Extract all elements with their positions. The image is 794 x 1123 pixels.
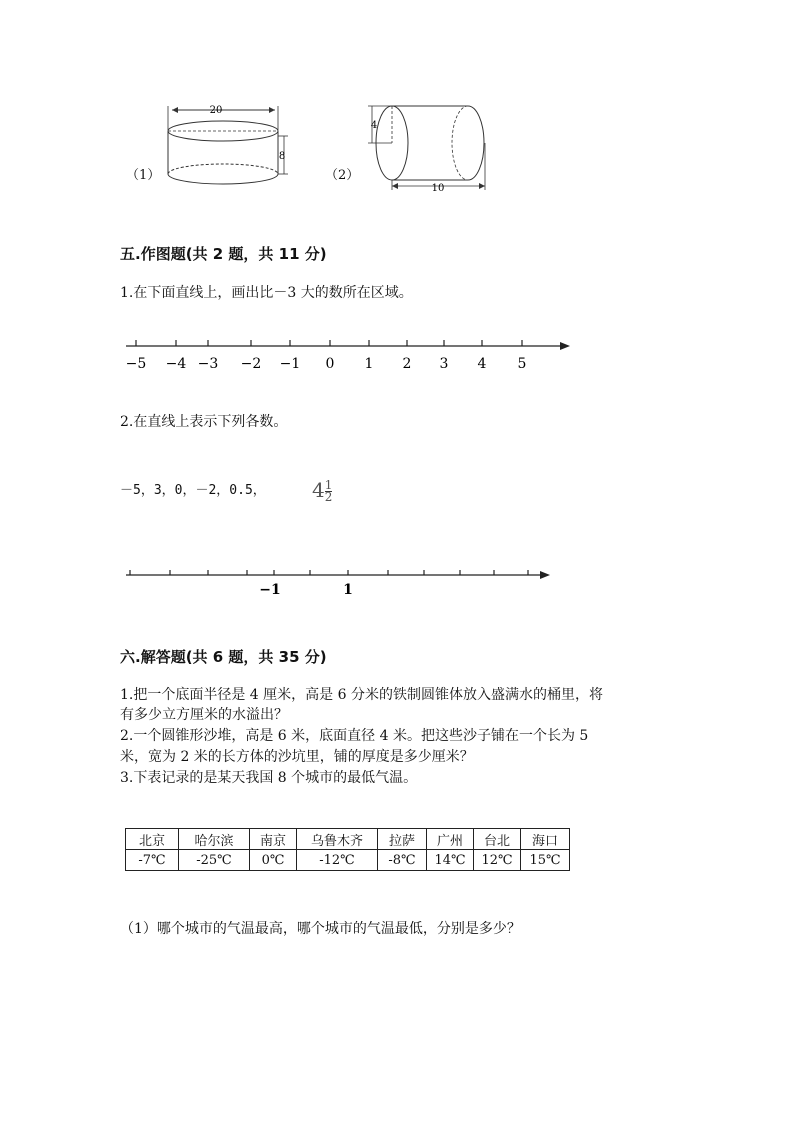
- tick-label: 4: [477, 356, 487, 372]
- number-line-1: [118, 334, 578, 374]
- table-cell: -12℃: [297, 850, 378, 871]
- tick-label: 3: [439, 356, 449, 372]
- figure-1-label: （1）: [126, 168, 161, 183]
- question-6-1-line-1: 1.把一个底面半径是 4 厘米，高是 6 分米的铁制圆锥体放入盛满水的桶里，将: [120, 687, 603, 703]
- table-cell: 12℃: [474, 850, 521, 871]
- table-cell: 广州: [427, 829, 474, 850]
- table-cell: -8℃: [378, 850, 427, 871]
- tick-label: −5: [125, 356, 147, 372]
- table-cell: -7℃: [126, 850, 179, 871]
- tick-label: −1: [259, 582, 281, 598]
- table-cell: 0℃: [250, 850, 297, 871]
- mixed-number-numerator: 1: [324, 478, 333, 492]
- question-6-2-line-2: 米，宽为 2 米的长方体的沙坑里，铺的厚度是多少厘米？: [120, 749, 474, 765]
- section-5-title: 五.作图题(共 2 题，共 11 分): [120, 245, 327, 263]
- fig2-length-label: 10: [431, 183, 445, 194]
- mixed-number-denominator: 2: [324, 490, 333, 504]
- table-row-temps: [126, 850, 570, 871]
- table-cell: 哈尔滨: [179, 829, 250, 850]
- fig1-height-label: 8: [278, 151, 286, 162]
- table-cell: 14℃: [427, 850, 474, 871]
- tick-label: −1: [279, 356, 301, 372]
- tick-label: −4: [165, 356, 187, 372]
- sub-question-1: （1）哪个城市的气温最高，哪个城市的气温最低，分别是多少？: [120, 921, 521, 937]
- question-6-1-line-2: 有多少立方厘米的水溢出？: [120, 707, 288, 723]
- temperature-table: [125, 828, 570, 871]
- fig1-width-label: 20: [209, 105, 223, 116]
- table-cell: 台北: [474, 829, 521, 850]
- table-cell: 海口: [521, 829, 570, 850]
- fig2-radius-label: 4: [370, 120, 378, 131]
- table-row-cities: [126, 829, 570, 850]
- question-6-3: 3.下表记录的是某天我国 8 个城市的最低气温。: [120, 770, 418, 786]
- arrow-right-icon: [560, 342, 570, 350]
- tick-label: 5: [517, 356, 527, 372]
- table-cell: -25℃: [179, 850, 250, 871]
- question-6-2-line-1: 2.一个圆锥形沙堆，高是 6 米，底面直径 4 米。把这些沙子铺在一个长为 5: [120, 728, 589, 744]
- table-cell: 北京: [126, 829, 179, 850]
- mixed-number: [312, 478, 332, 503]
- question-5-2: 2.在直线上表示下列各数。: [120, 414, 288, 430]
- numbers-to-plot: －5，3，0，－2，0.5，: [120, 483, 266, 498]
- table-cell: 南京: [250, 829, 297, 850]
- section-6-title: 六.解答题(共 6 题，共 35 分): [120, 648, 327, 666]
- table-cell: 拉萨: [378, 829, 427, 850]
- cylinder-figure-1: [160, 98, 300, 198]
- mixed-number-whole: 4: [312, 478, 325, 502]
- tick-label: −2: [240, 356, 262, 372]
- table-cell: 15℃: [521, 850, 570, 871]
- number-line-2: [118, 566, 558, 602]
- tick-label: −3: [197, 356, 219, 372]
- tick-label: 2: [402, 356, 412, 372]
- question-5-1: 1.在下面直线上，画出比－3 大的数所在区域。: [120, 285, 413, 301]
- tick-label: 0: [325, 356, 335, 372]
- table-cell: 乌鲁木齐: [297, 829, 378, 850]
- tick-label: 1: [364, 356, 374, 372]
- arrow-right-icon: [540, 571, 550, 579]
- cylinder-figure-2: [360, 98, 510, 198]
- figure-2-label: （2）: [325, 168, 360, 183]
- tick-label: 1: [343, 582, 353, 598]
